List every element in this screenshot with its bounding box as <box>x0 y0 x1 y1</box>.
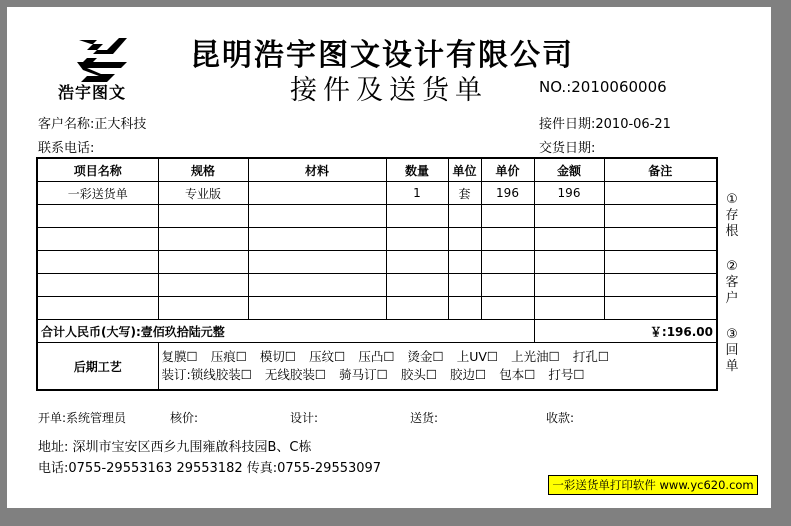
option-checkbox[interactable]: 压痕☐ <box>210 349 247 364</box>
table-cell <box>604 205 717 228</box>
software-brand-link[interactable]: 一彩送货单打印软件 www.yc620.com <box>548 475 758 495</box>
table-cell <box>386 205 448 228</box>
table-cell <box>158 274 248 297</box>
table-cell <box>604 297 717 320</box>
table-cell <box>37 274 158 297</box>
table-cell <box>248 274 386 297</box>
table-cell <box>37 251 158 274</box>
table-cell <box>604 182 717 205</box>
table-cell <box>481 228 534 251</box>
table-cell <box>448 251 481 274</box>
customer-name: 客户名称:正大科技 <box>38 117 147 132</box>
option-checkbox[interactable]: 压纹☐ <box>309 349 346 364</box>
option-checkbox[interactable]: 胶边☐ <box>450 367 487 382</box>
table-cell <box>604 228 717 251</box>
table-cell <box>248 182 386 205</box>
post-process-line-1 <box>162 348 717 366</box>
table-cell <box>158 205 248 228</box>
table-cell <box>37 228 158 251</box>
table-cell <box>481 205 534 228</box>
logo-text: 浩宇图文 <box>58 83 127 102</box>
table-cell <box>481 251 534 274</box>
option-checkbox[interactable]: 压凸☐ <box>358 349 395 364</box>
company-contact: 电话:0755-29553163 29553182 传真:0755-29553097 <box>38 461 382 476</box>
post-process-options <box>158 343 717 391</box>
table-cell <box>37 297 158 320</box>
option-checkbox[interactable]: 烫金☐ <box>407 349 444 364</box>
delivery-date: 交货日期: <box>539 141 596 156</box>
table-cell <box>386 297 448 320</box>
column-header: 单价 <box>481 158 534 182</box>
table-cell <box>448 228 481 251</box>
post-process-line-2 <box>162 366 717 384</box>
post-process-label: 后期工艺 <box>37 343 158 391</box>
stub-label-return: ③回单 <box>725 327 739 374</box>
delivery-field: 送货: <box>410 411 439 425</box>
option-checkbox[interactable]: 无线胶装☐ <box>264 367 327 382</box>
table-row <box>37 251 717 274</box>
table-cell <box>248 251 386 274</box>
table-cell: 一彩送货单 <box>37 182 158 205</box>
table-cell <box>158 251 248 274</box>
table-cell: 196 <box>534 182 604 205</box>
table-cell <box>534 228 604 251</box>
option-checkbox[interactable]: 复膜☐ <box>161 349 198 364</box>
table-row <box>37 205 717 228</box>
company-address: 地址: 深圳市宝安区西乡九围雍啟科技园B、C栋 <box>38 440 312 455</box>
option-checkbox[interactable]: 模切☐ <box>259 349 297 364</box>
table-cell <box>481 274 534 297</box>
column-header: 金额 <box>534 158 604 182</box>
table-cell <box>534 297 604 320</box>
column-header: 数量 <box>386 158 448 182</box>
table-cell <box>386 274 448 297</box>
table-row <box>37 274 717 297</box>
table-cell <box>604 251 717 274</box>
table-cell <box>604 274 717 297</box>
column-header: 规格 <box>158 158 248 182</box>
table-cell <box>448 205 481 228</box>
column-header: 项目名称 <box>37 158 158 182</box>
option-checkbox[interactable]: 上UV☐ <box>456 349 499 364</box>
checker-field: 核价: <box>170 411 199 425</box>
receive-date: 接件日期:2010-06-21 <box>539 117 671 132</box>
option-checkbox[interactable]: 上光油☐ <box>511 349 560 364</box>
stub-label-keep: ①存根 <box>725 192 739 239</box>
total-amount-value: ￥:196.00 <box>534 320 717 343</box>
receiver-field: 收款: <box>546 411 575 425</box>
table-cell <box>248 205 386 228</box>
option-checkbox[interactable]: 胶头☐ <box>400 367 438 382</box>
table-cell: 196 <box>481 182 534 205</box>
opener-field: 开单:系统管理员 <box>38 411 127 425</box>
table-cell <box>37 205 158 228</box>
table-cell <box>158 297 248 320</box>
stub-label-customer: ②客户 <box>725 259 739 306</box>
table-cell <box>534 274 604 297</box>
table-cell <box>248 228 386 251</box>
option-checkbox[interactable]: 打号☐ <box>548 367 585 382</box>
column-header: 备注 <box>604 158 717 182</box>
table-header-row <box>37 158 717 182</box>
table-cell <box>158 228 248 251</box>
designer-field: 设计: <box>290 411 319 425</box>
table-cell <box>534 251 604 274</box>
table-row <box>37 182 717 205</box>
document-number: NO.:2010060006 <box>539 78 667 96</box>
option-checkbox[interactable]: 装订:锁线胶装☐ <box>161 367 252 382</box>
contact-phone: 联系电话: <box>38 141 95 156</box>
table-cell <box>448 297 481 320</box>
table-cell <box>448 274 481 297</box>
total-row <box>37 320 717 343</box>
table-cell: 1 <box>386 182 448 205</box>
option-checkbox[interactable]: 包本☐ <box>499 367 536 382</box>
column-header: 材料 <box>248 158 386 182</box>
items-table <box>36 157 718 391</box>
post-process-row <box>37 343 717 391</box>
table-cell <box>481 297 534 320</box>
total-amount-words: 合计人民币(大写):壹佰玖拾陆元整 <box>37 320 534 343</box>
document-title: 接件及送货单 <box>290 75 488 106</box>
table-cell <box>534 205 604 228</box>
table-cell <box>386 228 448 251</box>
table-cell <box>386 251 448 274</box>
table-cell: 套 <box>448 182 481 205</box>
company-name: 昆明浩宇图文设计有限公司 <box>190 38 574 73</box>
column-header: 单位 <box>448 158 481 182</box>
table-row <box>37 228 717 251</box>
table-cell: 专业版 <box>158 182 248 205</box>
table-row <box>37 297 717 320</box>
option-checkbox[interactable]: 打孔☐ <box>572 349 610 364</box>
option-checkbox[interactable]: 骑马订☐ <box>339 367 388 382</box>
table-cell <box>248 297 386 320</box>
